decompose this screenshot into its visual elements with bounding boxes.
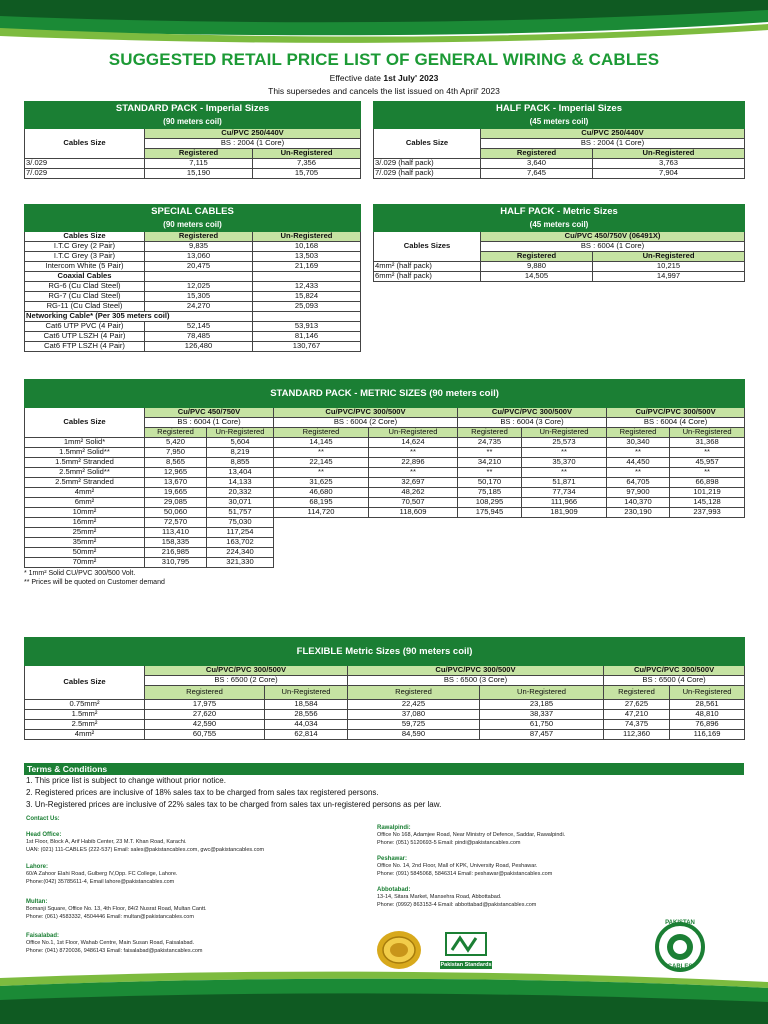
price-cell: 18,584	[265, 700, 348, 710]
terms-title: Terms & Conditions	[24, 763, 744, 775]
price-cell: 30,340	[607, 438, 670, 448]
price-cell: 42,590	[145, 720, 265, 730]
price-cell: 22,145	[274, 458, 369, 468]
price-cell: 50,060	[145, 508, 207, 518]
price-cell: 44,450	[607, 458, 670, 468]
price-cell: 34,210	[458, 458, 522, 468]
price-cell: 28,561	[670, 700, 745, 710]
col-registered: Registered	[458, 428, 522, 438]
table-row	[25, 438, 745, 448]
col-registered: Registered	[145, 686, 265, 700]
standard-metric-table	[24, 379, 744, 587]
table-row	[25, 448, 745, 458]
price-cell: 216,985	[145, 548, 207, 558]
price-cell	[369, 548, 458, 558]
price-cell: **	[522, 448, 607, 458]
standard-imperial-table	[24, 101, 360, 179]
price-cell: 23,185	[480, 700, 604, 710]
price-cell	[274, 528, 369, 538]
table-row: RG-6 (Cu Clad Steel) 12,025 12,433	[25, 282, 361, 292]
table-row: I.T.C Grey (3 Pair) 13,060 13,503	[25, 252, 361, 262]
row-size-label: 35mm²	[25, 538, 145, 548]
col-unregistered: Un-Registered	[207, 428, 274, 438]
table-row: Cat6 UTP PVC (4 Pair) 52,145 53,913	[25, 322, 361, 332]
table-subtitle: (90 meters coil)	[25, 116, 361, 129]
row-size-label: 2.5mm² Solid**	[25, 468, 145, 478]
table-row	[25, 478, 745, 488]
row-size-label: 1mm² Solid*	[25, 438, 145, 448]
price-cell: 108,295	[458, 498, 522, 508]
table-row	[25, 720, 745, 730]
table-row: 6mm² (half pack) 14,505 14,997	[374, 272, 745, 282]
price-cell: 8,855	[207, 458, 274, 468]
price-cell: 175,945	[458, 508, 522, 518]
office-block: Faisalabad: Office No.1, 1st Floor, Wahab Centre, Main Susan Road, Faisalabad. Phone: (041) 8720036, 9486143 Email: faisalabad@pakistancables.com	[26, 933, 203, 954]
special-cables-table	[24, 204, 360, 352]
row-size-label: 1.5mm² Solid**	[25, 448, 145, 458]
price-cell: 8,565	[145, 458, 207, 468]
col-unregistered: Un-Registered	[670, 686, 745, 700]
table-row: 7/.029 (half pack) 7,645 7,904	[374, 169, 745, 179]
row-size-label: 25mm²	[25, 528, 145, 538]
price-cell: 27,620	[145, 710, 265, 720]
price-cell	[607, 548, 670, 558]
col-unregistered: Un-Registered	[253, 232, 361, 242]
price-cell: 310,795	[145, 558, 207, 568]
contacts-left	[26, 831, 366, 955]
price-cell	[670, 518, 745, 528]
price-cell	[274, 518, 369, 528]
price-cell: 101,219	[670, 488, 745, 498]
price-cell: 84,590	[348, 730, 480, 740]
price-cell: **	[369, 468, 458, 478]
price-cell	[670, 558, 745, 568]
header-banner	[0, 0, 768, 46]
col-unregistered: Un-Registered	[670, 428, 745, 438]
half-metric-table	[373, 204, 744, 282]
price-cell: 14,145	[274, 438, 369, 448]
price-cell: 61,750	[480, 720, 604, 730]
bs-standard: BS : 6004 (3 Core)	[458, 418, 607, 428]
col-unregistered: Un-Registered	[265, 686, 348, 700]
table-title: STANDARD PACK - Imperial Sizes	[25, 102, 361, 116]
price-cell	[458, 528, 522, 538]
price-cell: 145,128	[670, 498, 745, 508]
col-cables-size: Cables Size	[25, 129, 145, 159]
price-cell: 117,254	[207, 528, 274, 538]
footer-banner	[0, 968, 768, 1024]
price-cell: **	[670, 448, 745, 458]
office-block: Multan: Bomanji Square, Office No. 13, 4th Floor, 84/2 Nusrat Road, Multan Cantt. Phone: (061) 4583332, 4504446 Email: multan@pakistancables.com	[26, 899, 207, 920]
price-cell: 25,573	[522, 438, 607, 448]
table-row	[25, 548, 745, 558]
row-size-label: 2.5mm²	[25, 720, 145, 730]
price-cell: **	[607, 448, 670, 458]
table-title: FLEXIBLE Metric Sizes (90 meters coil)	[25, 638, 745, 666]
price-cell	[369, 558, 458, 568]
contacts-right	[377, 824, 677, 909]
cable-type: Cu/PVC/PVC 300/500V	[145, 666, 348, 676]
price-cell: 48,262	[369, 488, 458, 498]
bs-standard: BS : 6004 (2 Core)	[274, 418, 458, 428]
row-size-label: 4mm²	[25, 488, 145, 498]
supersedes-note: This supersedes and cancels the list issued on 4th April' 2023	[268, 86, 500, 96]
bs-standard: BS : 2004 (1 Core)	[481, 139, 745, 149]
price-cell	[522, 558, 607, 568]
page-title: SUGGESTED RETAIL PRICE LIST OF GENERAL WIRING & CABLES	[108, 50, 660, 69]
cable-type: Cu/PVC 250/440V	[481, 129, 745, 139]
price-cell	[274, 558, 369, 568]
price-cell	[458, 518, 522, 528]
price-cell: 8,219	[207, 448, 274, 458]
price-cell	[274, 538, 369, 548]
table-row	[25, 700, 745, 710]
price-cell	[369, 518, 458, 528]
price-cell: 27,625	[604, 700, 670, 710]
price-cell: 17,975	[145, 700, 265, 710]
price-cell: 224,340	[207, 548, 274, 558]
price-cell: 29,085	[145, 498, 207, 508]
bs-standard: BS : 6500 (3 Core)	[348, 676, 604, 686]
price-cell	[607, 558, 670, 568]
table-row: 7/.029 15,190 15,705	[25, 169, 361, 179]
term-item: 1. This price list is subject to change without prior notice.	[26, 776, 226, 785]
price-cell	[522, 518, 607, 528]
price-cell	[522, 548, 607, 558]
bs-standard: BS : 6500 (2 Core)	[145, 676, 348, 686]
price-cell: 230,190	[607, 508, 670, 518]
price-cell: 75,030	[207, 518, 274, 528]
price-cell: 163,702	[207, 538, 274, 548]
cable-type: Cu/PVC/PVC 300/500V	[274, 408, 458, 418]
pakistan-standards-logo	[440, 932, 492, 966]
price-cell: 68,195	[274, 498, 369, 508]
col-cables-size: Cables Sizes	[374, 232, 481, 262]
price-cell: 20,332	[207, 488, 274, 498]
cable-type: Cu/PVC 450/750V (06491X)	[481, 232, 745, 242]
price-cell: 35,370	[522, 458, 607, 468]
cable-type: Cu/PVC/PVC 300/500V	[604, 666, 745, 676]
col-unregistered: Un-Registered	[593, 252, 745, 262]
office-block: Abbotabad: 13-14, Sitara Market, Mansehra Road, Abbottabad. Phone: (0992) 863153-4 Email: abbottabad@pakistancables.com	[377, 887, 537, 908]
flexible-metric-table	[24, 637, 744, 740]
table-title: SPECIAL CABLES	[25, 205, 361, 219]
col-unregistered: Un-Registered	[522, 428, 607, 438]
price-cell: 50,170	[458, 478, 522, 488]
price-cell: 37,080	[348, 710, 480, 720]
price-cell: 44,034	[265, 720, 348, 730]
price-cell: 60,755	[145, 730, 265, 740]
col-registered: Registered	[607, 428, 670, 438]
table-subtitle: (90 meters coil)	[25, 219, 361, 232]
table-row	[25, 710, 745, 720]
col-registered: Registered	[481, 252, 593, 262]
contact-us-title: Contact Us:	[26, 816, 60, 822]
price-cell	[522, 538, 607, 548]
col-registered: Registered	[145, 232, 253, 242]
price-cell: **	[369, 448, 458, 458]
row-size-label: 16mm²	[25, 518, 145, 528]
price-cell: **	[458, 448, 522, 458]
price-cell: 87,457	[480, 730, 604, 740]
price-cell: 46,680	[274, 488, 369, 498]
price-cell: 5,420	[145, 438, 207, 448]
table-row	[25, 488, 745, 498]
brand-bottom-text: CABLES	[667, 964, 693, 970]
price-cell: 48,810	[670, 710, 745, 720]
coaxial-label: Coaxial Cables	[25, 272, 145, 282]
price-cell	[607, 538, 670, 548]
price-cell: 118,609	[369, 508, 458, 518]
office-block: Peshawar: Office No. 14, 2nd Floor, Mall of KPK, University Road, Peshawar. Phone: (091) 5845068, 5846314 Email: peshawar@pakistancables.com	[377, 856, 553, 877]
price-cell: **	[607, 468, 670, 478]
half-imperial-table	[373, 101, 744, 179]
table-title: STANDARD PACK - METRIC SIZES (90 meters coil)	[25, 380, 745, 408]
table-row: Cat6 FTP LSZH (4 Pair) 126,480 130,767	[25, 342, 361, 352]
price-cell: 22,896	[369, 458, 458, 468]
table-subtitle: (45 meters coil)	[374, 219, 745, 232]
price-cell: 13,404	[207, 468, 274, 478]
table-row	[25, 518, 745, 528]
table-row: 3/.029 (half pack) 3,640 3,763	[374, 159, 745, 169]
price-cell: 51,757	[207, 508, 274, 518]
brand-top-text: PAKISTAN	[665, 920, 695, 926]
col-unregistered: Un-Registered	[369, 428, 458, 438]
price-cell: 59,725	[348, 720, 480, 730]
networking-label: Networking Cable* (Per 305 meters coil)	[25, 312, 253, 322]
row-size-label: 6mm²	[25, 498, 145, 508]
price-cell: 70,507	[369, 498, 458, 508]
cable-type: Cu/PVC/PVC 300/500V	[348, 666, 604, 676]
office-block: Head Office: 1st Floor, Block A, Arif Habib Center, 23 M.T. Khan Road, Karachi. UAN: (021) 111-CABLES (222-537) Email: sales@pakistancables.com, gwc@pakistancables.com	[26, 832, 265, 853]
col-cables-size: Cables Size	[25, 408, 145, 438]
table-row: RG-11 (Cu Clad Steel) 24,270 25,093	[25, 302, 361, 312]
price-cell: **	[274, 448, 369, 458]
price-cell: 76,896	[670, 720, 745, 730]
price-cell: 22,425	[348, 700, 480, 710]
row-size-label: 70mm²	[25, 558, 145, 568]
col-unregistered: Un-Registered	[480, 686, 604, 700]
table-row: Cat6 UTP LSZH (4 Pair) 78,485 81,146	[25, 332, 361, 342]
footnote: ** Prices will be quoted on Customer demand	[24, 579, 165, 586]
term-item: 2. Registered prices are inclusive of 18% sales tax to be charged from sales tax registered persons.	[26, 788, 379, 797]
price-cell: 19,665	[145, 488, 207, 498]
col-unregistered: Un-Registered	[593, 149, 745, 159]
price-cell: 74,375	[604, 720, 670, 730]
row-size-label: 4mm²	[25, 730, 145, 740]
price-cell: 116,169	[670, 730, 745, 740]
price-cell: 12,965	[145, 468, 207, 478]
price-cell: **	[274, 468, 369, 478]
table-row	[25, 458, 745, 468]
col-registered: Registered	[481, 149, 593, 159]
row-size-label: 50mm²	[25, 548, 145, 558]
price-cell: 7,950	[145, 448, 207, 458]
bs-standard: BS : 6004 (1 Core)	[145, 418, 274, 428]
price-cell	[458, 558, 522, 568]
cable-type: Cu/PVC/PVC 300/500V	[458, 408, 607, 418]
table-row: I.T.C Grey (2 Pair) 9,835 10,168	[25, 242, 361, 252]
price-cell: 14,624	[369, 438, 458, 448]
price-cell: 72,570	[145, 518, 207, 528]
bs-standard: BS : 6004 (4 Core)	[607, 418, 745, 428]
price-cell: 45,957	[670, 458, 745, 468]
table-row: Intercom White (5 Pair) 20,475 21,169	[25, 262, 361, 272]
col-registered: Registered	[145, 149, 253, 159]
row-size-label: 10mm²	[25, 508, 145, 518]
price-cell: 112,360	[604, 730, 670, 740]
row-size-label: 1.5mm² Stranded	[25, 458, 145, 468]
table-row	[25, 508, 745, 518]
col-cables-size: Cables Size	[25, 666, 145, 700]
price-cell	[369, 528, 458, 538]
price-cell	[670, 538, 745, 548]
price-cell	[522, 528, 607, 538]
col-registered: Registered	[274, 428, 369, 438]
price-cell: 64,705	[607, 478, 670, 488]
price-cell	[274, 548, 369, 558]
price-cell: 77,734	[522, 488, 607, 498]
price-cell: **	[670, 468, 745, 478]
price-cell	[458, 548, 522, 558]
table-title: HALF PACK - Metric Sizes	[374, 205, 745, 219]
price-cell: 62,814	[265, 730, 348, 740]
price-cell: 38,337	[480, 710, 604, 720]
price-cell: 140,370	[607, 498, 670, 508]
price-cell: 158,335	[145, 538, 207, 548]
price-cell: 47,210	[604, 710, 670, 720]
price-cell: 32,697	[369, 478, 458, 488]
table-row: 4mm² (half pack) 9,880 10,215	[374, 262, 745, 272]
quality-seal-icon	[376, 930, 422, 970]
price-cell	[369, 538, 458, 548]
bs-standard: BS : 6500 (4 Core)	[604, 676, 745, 686]
office-block: Lahore: 60/A Zahoor Elahi Road, Gulberg IV,Opp. FC College, Lahore. Phone:(042) 35785611-4, Email lahore@pakistancables.com	[26, 864, 178, 885]
price-cell: 237,993	[670, 508, 745, 518]
col-cables-size: Cables Size	[25, 232, 145, 242]
cable-type: Cu/PVC/PVC 300/500V	[607, 408, 745, 418]
price-cell: 97,900	[607, 488, 670, 498]
col-cables-size: Cables Size	[374, 129, 481, 159]
row-size-label: 0.75mm²	[25, 700, 145, 710]
table-row	[25, 528, 745, 538]
price-cell: 75,185	[458, 488, 522, 498]
row-size-label: 1.5mm²	[25, 710, 145, 720]
col-registered: Registered	[348, 686, 480, 700]
price-cell	[607, 528, 670, 538]
price-cell: 24,735	[458, 438, 522, 448]
effective-date: Effective date 1st July' 2023	[329, 73, 439, 83]
table-row	[25, 538, 745, 548]
table-row	[25, 498, 745, 508]
price-cell	[670, 528, 745, 538]
price-cell	[607, 518, 670, 528]
standards-mark-icon	[440, 932, 492, 956]
cable-type: Cu/PVC 450/750V	[145, 408, 274, 418]
price-cell: **	[522, 468, 607, 478]
table-row: RG-7 (Cu Clad Steel) 15,305 15,824	[25, 292, 361, 302]
term-item: 3. Un-Registered prices are inclusive of 22% sales tax to be charged from sales tax un-registered persons as per law.	[26, 800, 442, 809]
price-cell: **	[458, 468, 522, 478]
row-size-label: 2.5mm² Stranded	[25, 478, 145, 488]
price-cell: 113,410	[145, 528, 207, 538]
price-cell: 321,330	[207, 558, 274, 568]
price-cell: 13,670	[145, 478, 207, 488]
table-row	[25, 468, 745, 478]
price-cell: 28,556	[265, 710, 348, 720]
cable-type: Cu/PVC 250/440V	[145, 129, 361, 139]
price-cell: 114,720	[274, 508, 369, 518]
pakistan-cables-logo	[652, 922, 708, 972]
table-row	[25, 558, 745, 568]
table-row: 3/.029 7,115 7,356	[25, 159, 361, 169]
table-title: HALF PACK - Imperial Sizes	[374, 102, 745, 116]
col-unregistered: Un-Registered	[253, 149, 361, 159]
price-cell: 31,368	[670, 438, 745, 448]
price-cell: 66,898	[670, 478, 745, 488]
col-registered: Registered	[145, 428, 207, 438]
price-cell	[670, 548, 745, 558]
col-registered: Registered	[604, 686, 670, 700]
table-subtitle: (45 meters coil)	[374, 116, 745, 129]
price-cell: 14,133	[207, 478, 274, 488]
price-cell: 5,604	[207, 438, 274, 448]
price-cell: 181,909	[522, 508, 607, 518]
bs-standard: BS : 2004 (1 Core)	[145, 139, 361, 149]
standards-label: Pakistan Standards	[440, 962, 492, 968]
footnote: * 1mm² Solid CU/PVC 300/500 Volt.	[24, 570, 136, 577]
price-cell: 111,966	[522, 498, 607, 508]
bs-standard: BS : 6004 (1 Core)	[481, 242, 745, 252]
price-cell	[458, 538, 522, 548]
price-cell: 51,871	[522, 478, 607, 488]
table-row	[25, 730, 745, 740]
price-cell: 30,071	[207, 498, 274, 508]
price-cell: 31,625	[274, 478, 369, 488]
office-block: Rawalpindi: Office No 168, Adamjee Road, Near Ministry of Defence, Saddar, Rawalpindi. Phone: (051) 5120693-5 Email: pindi@pakistancables.com	[377, 825, 566, 846]
